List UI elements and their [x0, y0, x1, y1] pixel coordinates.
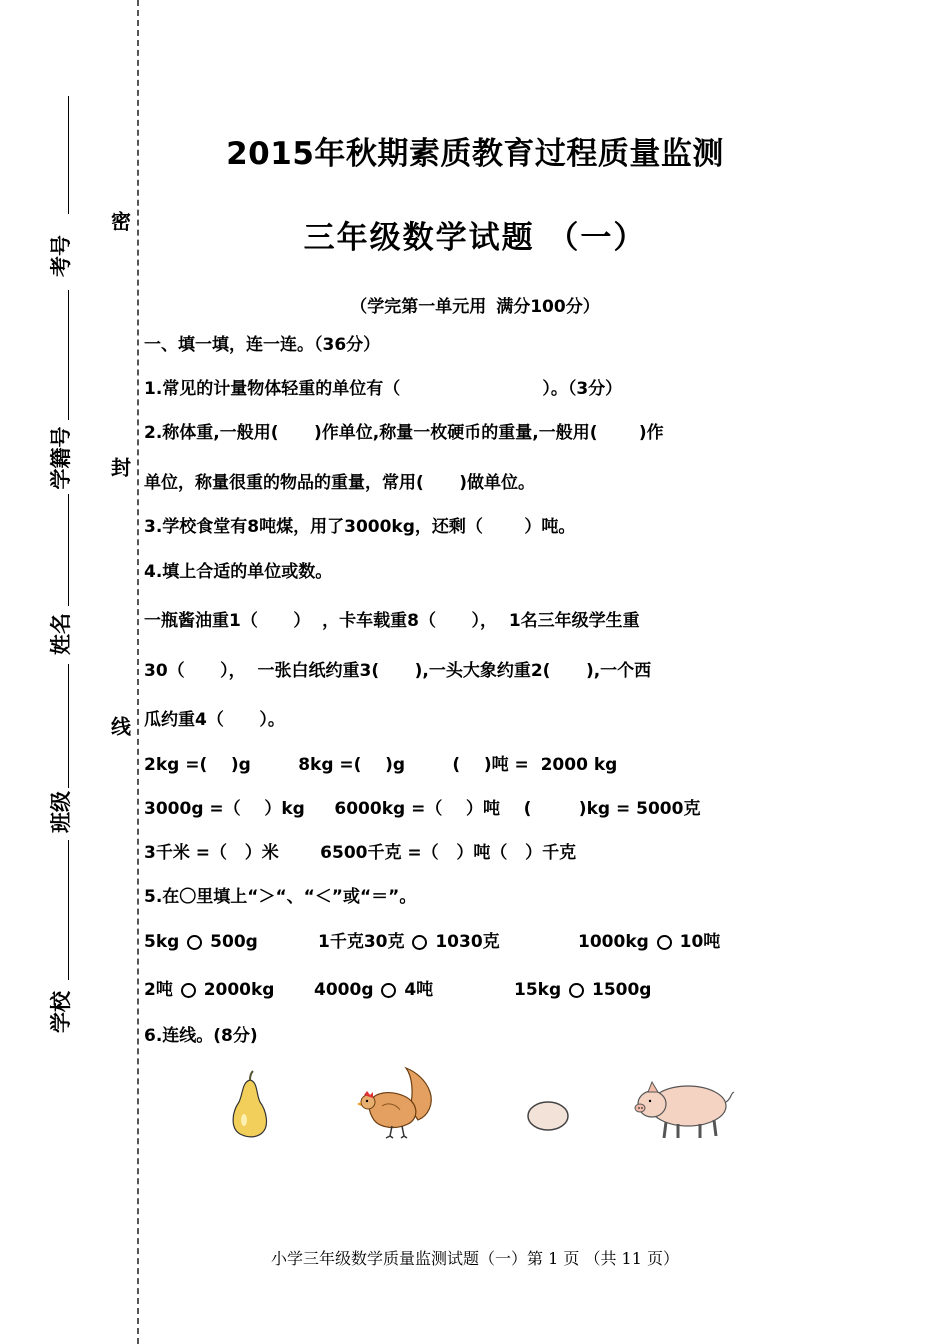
compare-circle[interactable] — [381, 983, 396, 998]
student-no-line — [68, 290, 69, 420]
compare-item: 2吨 2000kg — [144, 980, 275, 1000]
compare-circle[interactable] — [181, 983, 196, 998]
compare-item: 15kg 1500g — [514, 980, 652, 1000]
question-2-line-1: 2.称体重,一般用( )作单位,称量一枚硬币的重量,一般用( )作 — [144, 423, 664, 443]
exam-no-label: 考号 — [49, 235, 73, 277]
question-4-line-2: 30（ ）， 一张白纸约重3( ),一头大象约重2( ),一个西 — [144, 661, 652, 681]
page-title: 2015年秋期素质教育过程质量监测 — [226, 136, 724, 172]
compare-circle[interactable] — [657, 935, 672, 950]
egg-icon[interactable] — [525, 1098, 571, 1134]
conversion-row-2: 3000g =（ ）kg 6000kg =（ ）吨 ( )kg = 5000克 — [144, 799, 701, 819]
exam-subtitle: 三年级数学试题 （一） — [303, 220, 647, 256]
conversion-row-3: 3千米 =（ ）米 6500千克 =（ ）吨（ ）千克 — [144, 843, 577, 863]
compare-circle[interactable] — [569, 983, 584, 998]
question-1: 1.常见的计量物体轻重的单位有（ ）。（3分） — [144, 379, 623, 399]
compare-item: 1千克30克 1030克 — [318, 932, 500, 952]
question-5: 5.在〇里填上“＞“、“＜”或“＝”。 — [144, 887, 417, 907]
class-line — [68, 664, 69, 788]
question-4-line-3: 瓜约重4（ ）。 — [144, 710, 285, 730]
compare-item: 5kg 500g — [144, 932, 258, 952]
compare-item: 4000g 4吨 — [314, 980, 434, 1000]
question-2-line-2: 单位，称量很重的物品的重量，常用( )做单位。 — [144, 473, 536, 493]
class-label: 班级 — [49, 791, 73, 833]
pig-icon[interactable] — [632, 1072, 738, 1142]
school-label: 学校 — [49, 991, 73, 1033]
exam-no-line — [68, 96, 69, 214]
seal-char-xian: 线 — [111, 714, 131, 739]
section-heading: 一、填一填，连一连。（36分） — [144, 335, 381, 355]
compare-circle[interactable] — [412, 935, 427, 950]
question-3: 3.学校食堂有8吨煤，用了3000kg，还剩（ ）吨。 — [144, 517, 576, 537]
student-no-label: 学籍号 — [49, 426, 73, 490]
compare-item: 1000kg 10吨 — [578, 932, 721, 952]
exam-note: （学完第一单元用 满分100分） — [350, 297, 600, 317]
name-label: 姓名 — [49, 613, 73, 655]
seal-char-mi: 密 — [111, 209, 131, 234]
question-4: 4.填上合适的单位或数。 — [144, 562, 333, 582]
question-4-line-1: 一瓶酱油重1（ ） ，卡车载重8（ ）， 1名三年级学生重 — [144, 611, 640, 631]
page-footer: 小学三年级数学质量监测试题（一）第 1 页 （共 11 页） — [271, 1249, 679, 1268]
pear-icon[interactable] — [222, 1070, 278, 1140]
compare-circle[interactable] — [187, 935, 202, 950]
seal-char-feng: 封 — [111, 455, 131, 480]
conversion-row-1: 2kg =( )g 8kg =( )g ( )吨 = 2000 kg — [144, 755, 618, 775]
binding-margin — [0, 0, 100, 1344]
school-line — [68, 840, 69, 980]
question-6: 6.连线。(8分) — [144, 1026, 258, 1046]
seal-dashed-line — [137, 0, 139, 1344]
name-line — [68, 494, 69, 606]
chicken-icon[interactable] — [356, 1062, 440, 1140]
